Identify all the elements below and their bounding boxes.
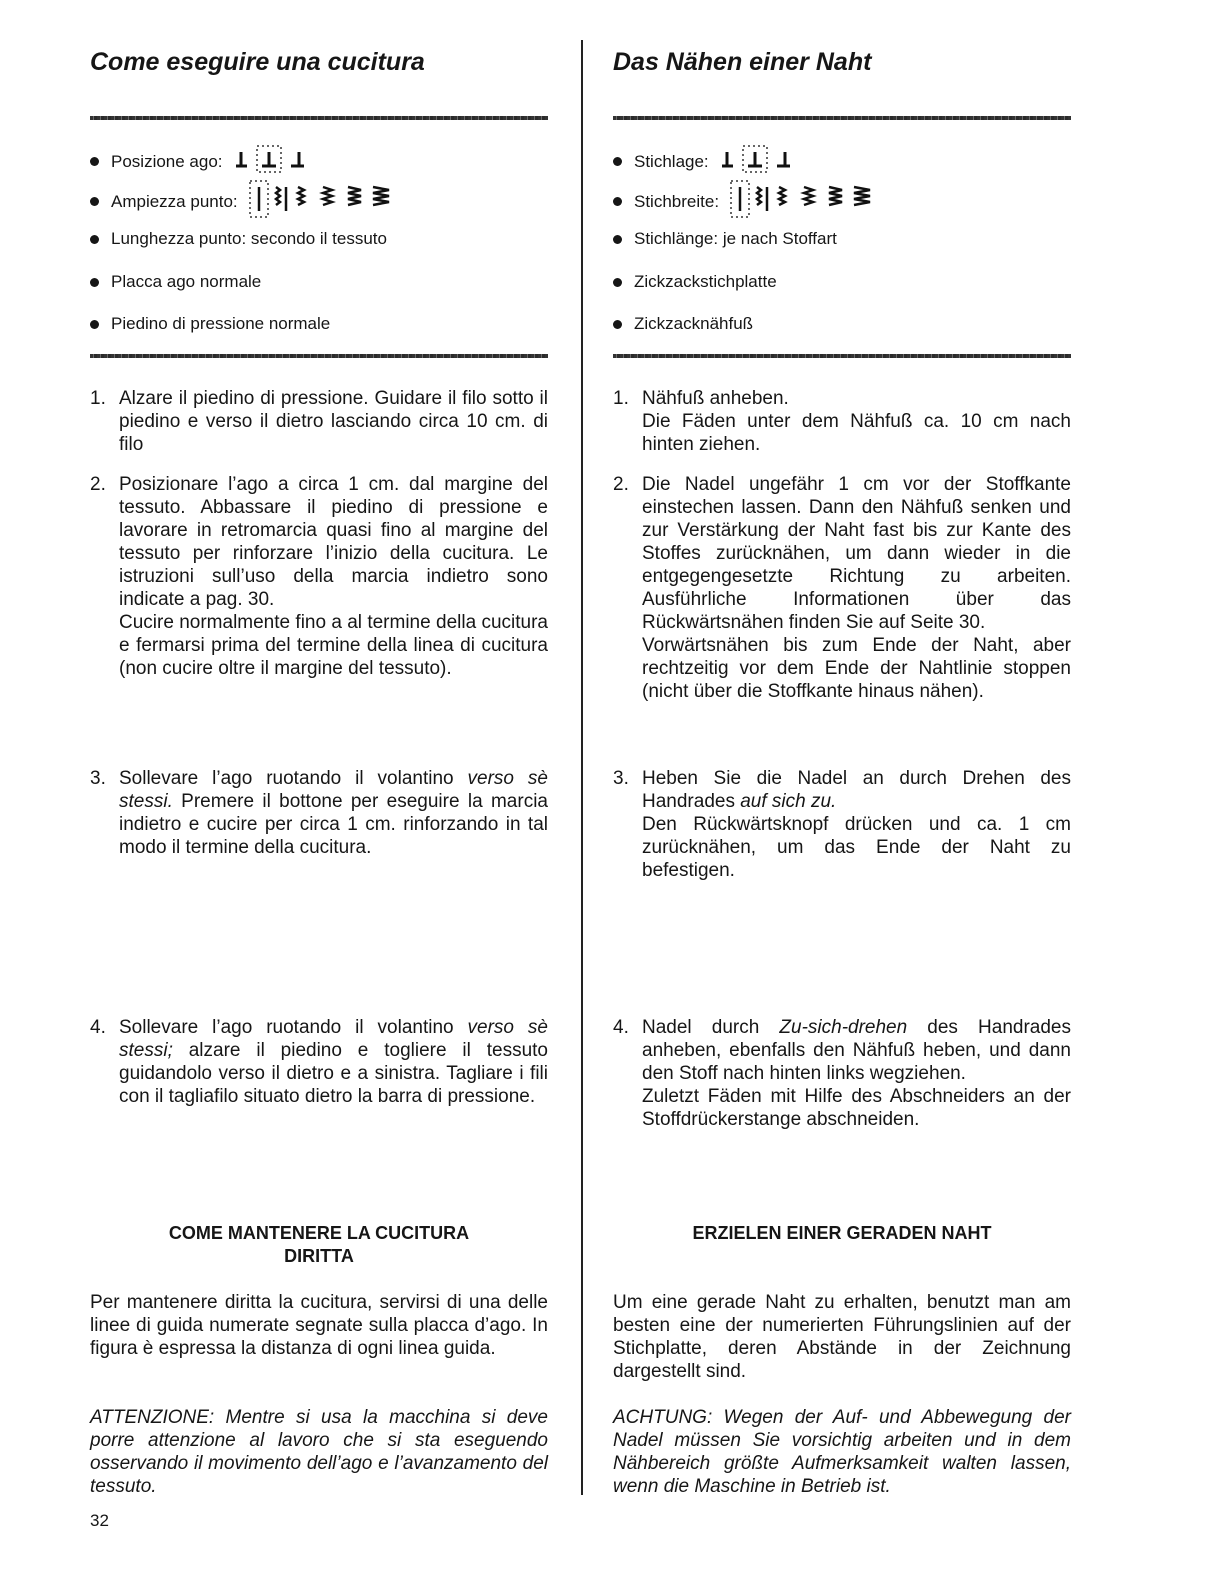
guide-paragraph: Per mantenere diritta la cucitura, servirsi di una delle linee di guida numerate segnate sulla placca d’ago. In figura è espressa la distanza di ogni linea guida. <box>90 1292 548 1359</box>
bullet-icon <box>90 197 99 206</box>
page-title-de: Das Nähen einer Naht <box>613 48 872 76</box>
section-rule-top <box>613 116 1071 120</box>
setting-stitch-width: Ampiezza punto: <box>90 179 393 224</box>
setting-stitch-length: Stichlänge: je nach Stoffart <box>613 229 837 249</box>
warning-paragraph: ACHTUNG: Wegen der Auf- und Abbewegung der Nadel müssen Sie vorsichtig arbeiten und in dem Nähbereich größte Aufmerksamkeit walten lassen, wenn die Maschine in Betrieb ist. <box>613 1407 1071 1497</box>
bullet-icon <box>613 278 622 287</box>
step-4: 4. Nadel durch Zu-sich-drehen des Handrades anheben, ebenfalls den Nähfuß heben, und dann den Stoff nach hinten links wegziehen. Zuletzt Fäden mit Hilfe des Abschneiders an der Stoffdrückerstange abschneiden. <box>613 1017 1071 1130</box>
setting-presser-foot: Zickzacknähfuß <box>613 314 753 334</box>
bullet-icon <box>90 157 99 166</box>
setting-stitch-width: Stichbreite: <box>613 179 874 224</box>
bullet-icon <box>90 320 99 329</box>
step-4: 4. Sollevare l’ago ruotando il volantino verso sè stessi; alzare il piedino e togliere il tessuto guidandolo verso il dietro e a sinistra. Tagliare i fili con il tagliafilo situato dietro la barra di pressione. <box>90 1017 548 1107</box>
step-2: 2. Die Nadel ungefähr 1 cm vor der Stoffkante einstechen lassen. Dann den Nähfuß senken und zur Verstärkung der Naht fast bis zur Kante des Stoffes zurücknähen, um dann wieder in die entgegengesetzte Richtung zu arbeiten. Ausführliche Informationen über das Rückwärtsnähen finden Sie auf Seite 30. Vorwärtsnähen bis zum Ende der Naht, aber rechtzeitig vor dem Ende der Nahtlinie stoppen (nicht über die Stoffkante hinaus nähen). <box>613 474 1071 702</box>
step-1: 1. Nähfuß anheben. Die Fäden unter dem Nähfuß ca. 10 cm nach hinten ziehen. <box>613 388 1071 455</box>
setting-needle-plate: Placca ago normale <box>90 272 261 292</box>
bullet-icon <box>613 235 622 244</box>
section-rule-bottom <box>90 354 548 358</box>
stitch-width-icon <box>729 179 874 224</box>
bullet-icon <box>613 320 622 329</box>
bullet-icon <box>90 278 99 287</box>
setting-presser-foot: Piedino di pressione normale <box>90 314 330 334</box>
bullet-icon <box>613 197 622 206</box>
bullet-icon <box>613 157 622 166</box>
step-1: 1. Alzare il piedino di pressione. Guidare il filo sotto il piedino e verso il dietro lasciando circa 10 cm. di filo <box>90 388 548 455</box>
step-3: 3. Heben Sie die Nadel an durch Drehen des Handrades auf sich zu. Den Rückwärtsknopf drücken und ca. 1 cm zurücknähen, um das Ende der Naht zu befestigen. <box>613 768 1071 881</box>
stitch-width-icon <box>248 179 393 224</box>
guide-paragraph: Um eine gerade Naht zu erhalten, benutzt man am besten eine der numerierten Führungslinien auf der Stichplatte, deren Abstände in der Zeichnung dargestellt sind. <box>613 1292 1071 1382</box>
setting-needle-position: Posizione ago: <box>90 144 309 179</box>
page-title-it: Come eseguire una cucitura <box>90 48 425 76</box>
setting-needle-position: Stichlage: <box>613 144 795 179</box>
step-2: 2. Posizionare l’ago a circa 1 cm. dal margine del tessuto. Abbassare il piedino di pressione e lavorare in retromarcia quasi fino al margine del tessuto per rinforzare l’inizio della cucitura. Le istruzioni sull’uso della marcia indietro sono indicate a pag. 30. Cucire normalmente fino a al termine della cucitura e fermarsi prima del termine della linea di cucitura (non cucire oltre il margine del tessuto). <box>90 474 548 679</box>
section-rule-top <box>90 116 548 120</box>
section-heading: COME MANTENERE LA CUCITURA DIRITTA <box>168 1223 470 1266</box>
column-divider <box>581 40 583 1495</box>
setting-stitch-length: Lunghezza punto: secondo il tessuto <box>90 229 387 249</box>
bullet-icon <box>90 235 99 244</box>
setting-needle-plate: Zickzackstichplatte <box>613 272 777 292</box>
section-heading: ERZIELEN EINER GERADEN NAHT <box>692 1223 992 1243</box>
needle-position-icon <box>719 144 795 179</box>
warning-paragraph: ATTENZIONE: Mentre si usa la macchina si deve porre attenzione al lavoro che si sta eseguendo osservando il movimento dell’ago e l’avanzamento del tessuto. <box>90 1407 548 1497</box>
page-number: 32 <box>90 1511 109 1530</box>
section-rule-bottom <box>613 354 1071 358</box>
step-3: 3. Sollevare l’ago ruotando il volantino verso sè stessi. Premere il bottone per eseguire la marcia indietro e cucire per circa 1 cm. rinforzando in tal modo il termine della cucitura. <box>90 768 548 858</box>
needle-position-icon <box>233 144 309 179</box>
